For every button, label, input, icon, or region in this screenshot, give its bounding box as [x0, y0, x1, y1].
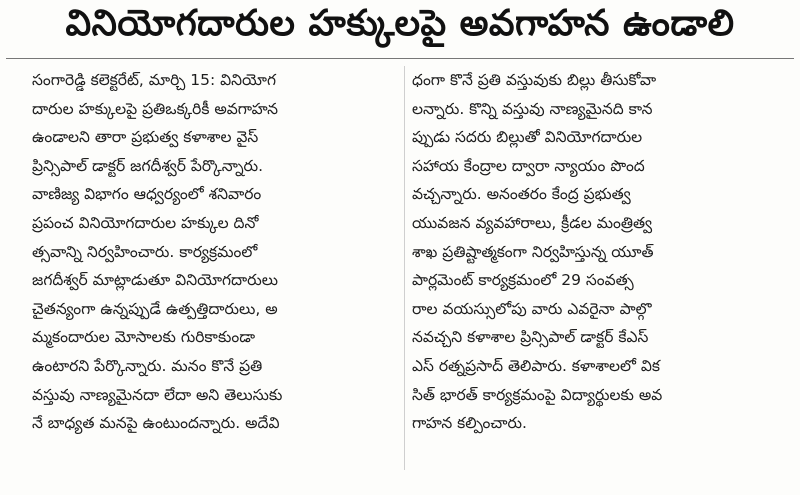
article-column-left — [32, 66, 404, 438]
article-text-line: నే బాధ్యత మనపై ఉంటుందన్నారు. అదేవి — [32, 414, 280, 433]
article-column-right — [412, 66, 784, 438]
article-text-line: చైతన్యంగా ఉన్నప్పుడే ఉత్పత్తిదారులు, అ — [32, 299, 278, 318]
article-text-line: ప్రపంచ వినియోగదారుల హక్కుల దినో — [32, 213, 259, 232]
article-text-line: యువజన వ్యవహారాలు, క్రీడల మంత్రిత్వ — [412, 213, 653, 232]
article-text-line: ఉంటారని పేర్కొన్నారు. మనం కొనే ప్రతి — [32, 356, 263, 375]
article-text-line: నవచ్చని కళాశాల ప్రిన్సిపాల్ డాక్టర్ కేఎస్ — [412, 328, 649, 347]
article-text-line: ధంగా కొనే ప్రతి వస్తువుకు బిల్లు తీసుకోవా — [412, 71, 657, 89]
article-text-line: పార్లమెంట్ కార్యక్రమంలో 29 సంవత్స — [412, 271, 634, 290]
column-divider — [404, 66, 405, 470]
article-text-line: త్సవాన్ని నిర్వహించారు. కార్యక్రమంలో — [32, 242, 258, 261]
headline-divider — [6, 58, 794, 59]
article-text-line: వచ్చన్నారు. అనంతరం కేంద్ర ప్రభుత్వ — [412, 185, 631, 204]
article-text-line: ప్రిన్సిపాల్ డాక్టర్ జగదీశ్వర్ పేర్కొన్నారు. — [32, 156, 264, 175]
article-text-line: రాల వయస్సులోపు వారు ఎవరైనా పాల్గొ — [412, 299, 652, 318]
article-text-line: శాఖ ప్రతిష్టాత్మకంగా నిర్వహిస్తున్న యూత్ — [412, 242, 654, 261]
article-headline: వినియోగదారుల హక్కులపై అవగాహన ఉండాలి — [65, 3, 735, 44]
article-text-line: మ్మకందారుల మోసాలకు గురికాకుండా — [32, 328, 256, 347]
article-text-line: జగదీశ్వర్ మాట్లాడుతూ వినియోగదారులు — [32, 271, 279, 290]
article-text-line: సహాయ కేంద్రాల ద్వారా న్యాయం పొంద — [412, 156, 645, 175]
article-text-line: దారుల హక్కులపై ప్రతిఒక్కరికీ అవగాహన — [32, 99, 279, 118]
article-text-line: ఉండాలని తారా ప్రభుత్వ కళాశాల వైస్ — [32, 128, 259, 147]
article-text-line: గాహన కల్పించారు. — [412, 414, 527, 433]
article-text-line: వస్తువు నాణ్యమైనదా లేదా అని తెలుసుకు — [32, 385, 283, 404]
article-text-line: లన్నారు. కొన్ని వస్తువు నాణ్యమైనది కాన — [412, 99, 653, 118]
article-text-line: సిత్ భారత్ కార్యక్రమంపై విద్యార్థులకు అవ — [412, 385, 663, 404]
article-text-line: ప్పుడు సదరు బిల్లుతో వినియోగదారుల — [412, 128, 643, 147]
article-text-line: సంగారెడ్డి కలెక్టరేట్, మార్చి 15: వినియోగ — [32, 71, 276, 89]
article-text-line: వాణిజ్య విభాగం ఆధ్వర్యంలో శనివారం — [32, 185, 262, 204]
article-text-line: ఎస్ రత్నప్రసాద్ తెలిపారు. కళాశాలలో విక — [412, 356, 661, 375]
